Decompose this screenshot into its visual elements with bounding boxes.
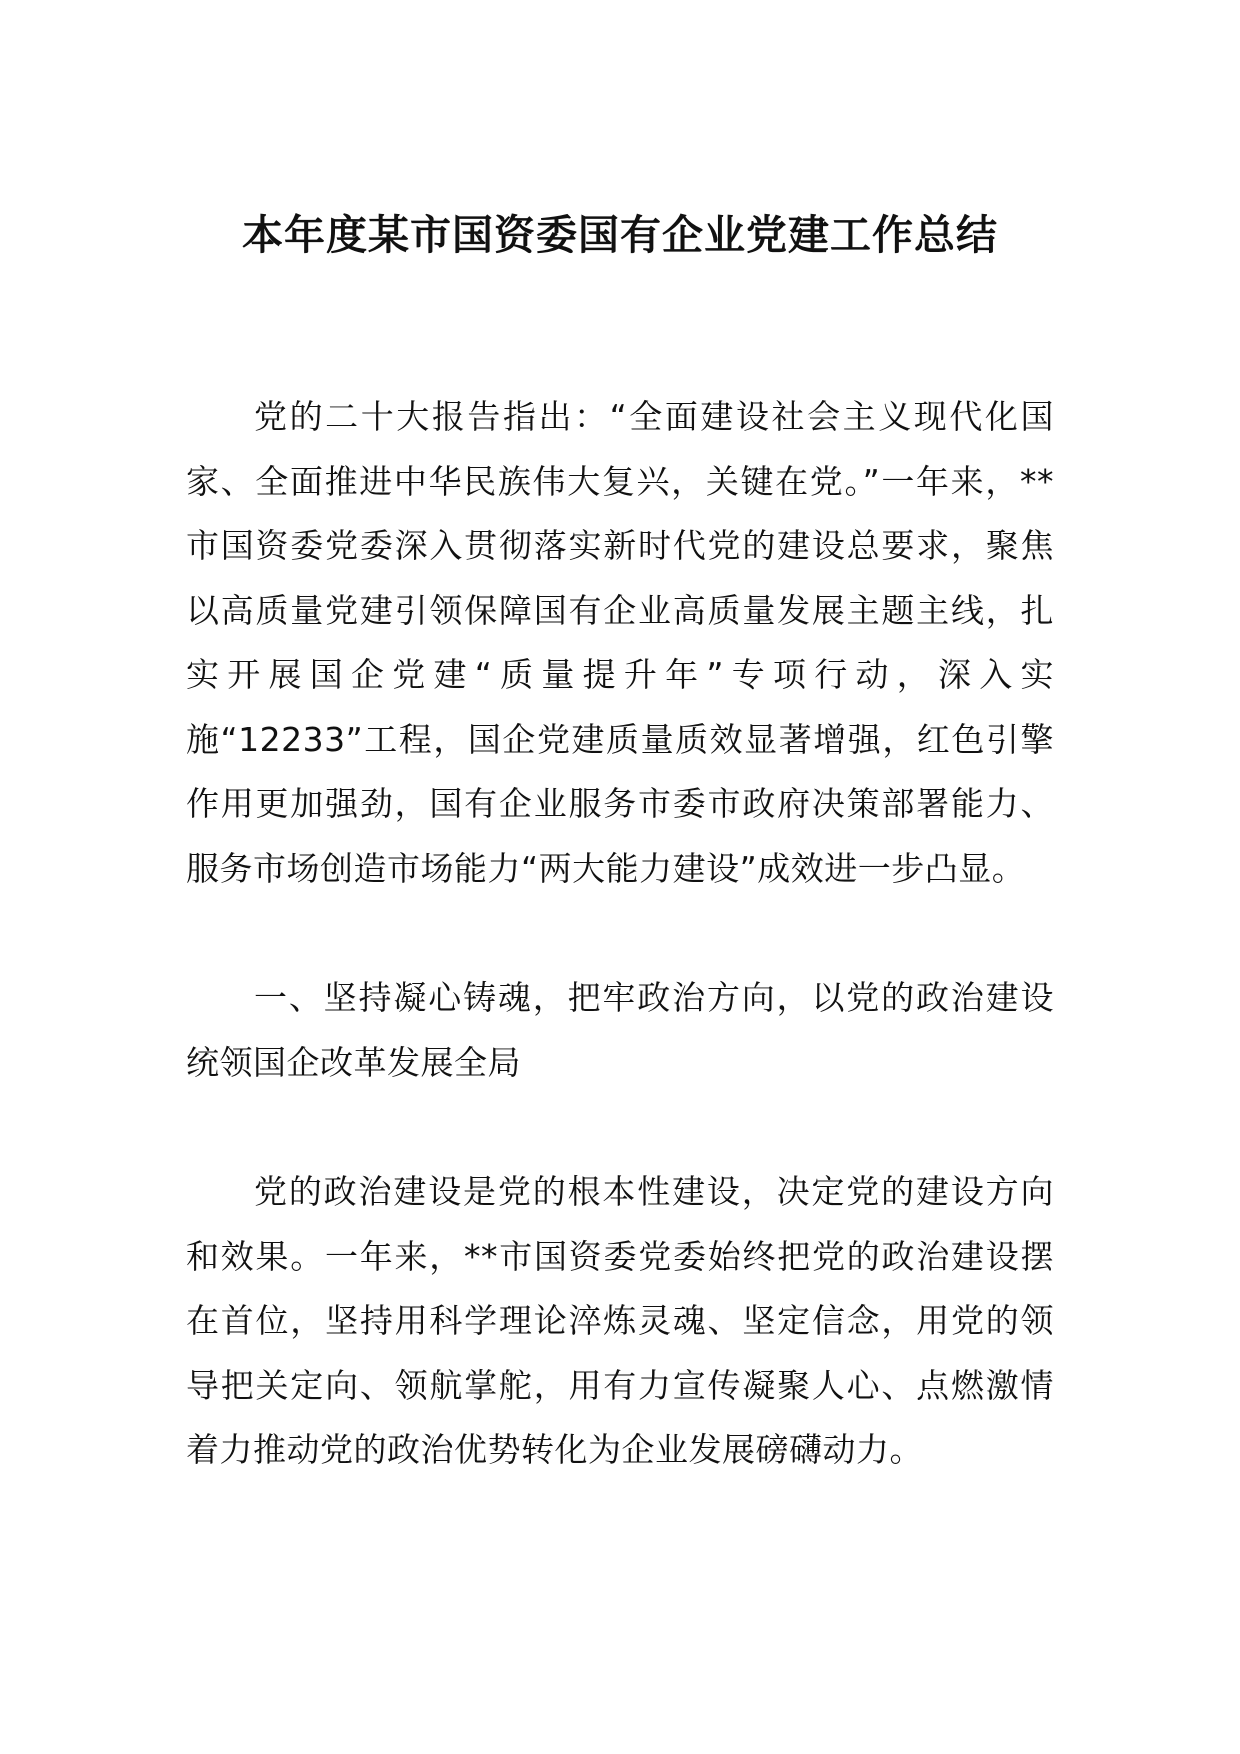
section-heading-1: 一、坚持凝心铸魂，把牢政治方向，以党的政治建设统领国企改革发展全局 [186, 978, 1054, 1082]
political-building-paragraph: 党的政治建设是党的根本性建设，决定党的建设方向和效果。一年来，**市国资委党委始终把党的政治建设摆在首位，坚持用科学理论淬炼灵魂、坚定信念，用党的领导把关定向、领航掌舵，用有力宣传凝聚人心、点燃激情着力推动党的政治优势转化为企业发展磅礴动力。 [186, 1172, 1054, 1469]
intro-paragraph: 党的二十大报告指出：“全面建设社会主义现代化国家、全面推进中华民族伟大复兴，关键在党。”一年来，**市国资委党委深入贯彻落实新时代党的建设总要求，聚焦以高质量党建引领保障国有企业高质量发展主题主线，扎实开展国企党建“质量提升年”专项行动，深入实施“12233”工程，国企党建质量质效显著增强，红色引擎作用更加强劲，国有企业服务市委市政府决策部署能力、服务市场创造市场能力“两大能力建设”成效进一步凸显。 [186, 397, 1054, 888]
document-title: 本年度某市国资委国有企业党建工作总结 [242, 211, 998, 259]
